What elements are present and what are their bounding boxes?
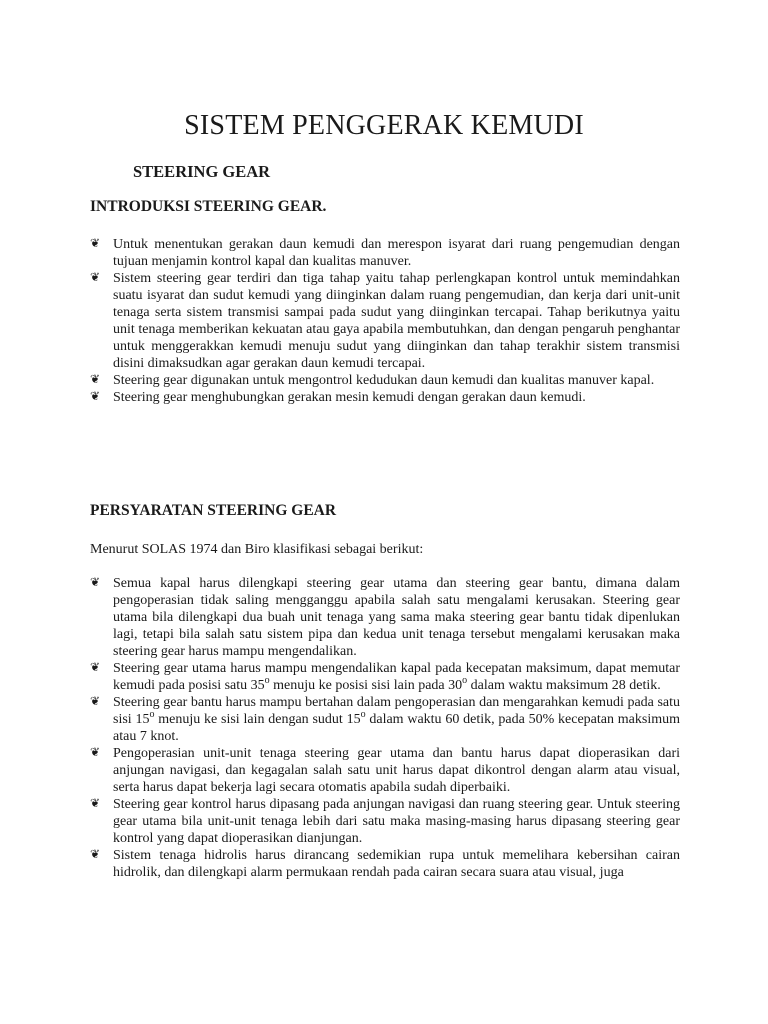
list-item-text	[113, 576, 680, 659]
bullet-icon: ❦	[90, 660, 101, 674]
list-item-text: Steering gear menghubungkan gerakan mesin kemudi dengan gerakan daun kemudi.	[113, 390, 586, 405]
bullet-icon: ❦	[90, 270, 101, 284]
list-item-text	[113, 848, 680, 880]
introduksi-bullet-list	[90, 236, 680, 406]
list-item	[90, 660, 680, 694]
list-item-text	[113, 746, 680, 795]
list-item-text	[113, 695, 680, 744]
bullet-icon: ❦	[90, 745, 101, 759]
list-item-text: Steering gear digunakan untuk mengontrol kedudukan daun kemudi dan kualitas manuver kapal.	[113, 373, 655, 388]
list-item	[90, 694, 680, 745]
list-item	[90, 236, 680, 270]
list-item-text	[113, 661, 680, 693]
list-item	[90, 745, 680, 796]
text-run: dalam waktu maksimum 28 detik.	[467, 678, 661, 693]
text-run: Pengoperasian unit-unit tenaga steering gear utama dan bantu harus dapat dioperasikan dari anjungan navigasi, dan kegagalan salah satu unit harus dapat dikontrol dengan alarm atau visual, serta harus dapat bekerja lagi secara otomatis apabila sudah diperbaiki.	[113, 746, 680, 795]
bullet-icon: ❦	[90, 796, 101, 810]
text-run: Sistem tenaga hidrolis harus dirancang sedemikian rupa untuk memelihara kebersihan cairan hidrolik, dan dilengkapi alarm permukaan rendah pada cairan secara suara atau visual, juga	[113, 848, 680, 880]
document-subtitle: STEERING GEAR	[133, 162, 271, 181]
text-run: menuju ke sisi lain dengan sudut 15	[154, 712, 361, 727]
bullet-icon: ❦	[90, 372, 101, 386]
list-item	[90, 847, 680, 881]
degree-mark: o	[360, 709, 366, 720]
bullet-icon: ❦	[90, 236, 101, 250]
bullet-icon: ❦	[90, 389, 101, 403]
list-item	[90, 796, 680, 847]
section-heading-persyaratan: PERSYARATAN STEERING GEAR	[90, 502, 337, 519]
text-run: menuju ke posisi sisi lain pada 30	[269, 678, 463, 693]
list-item-text: Sistem steering gear terdiri dan tiga tahap yaitu tahap perlengkapan kontrol untuk memindahkan suatu isyarat dan sudut kemudi yang diinginkan dalam ruang pengemudian, dan kerja dari unit-unit tenaga serta sistem transmisi sampai pada sudut yang diinginkan tercapai. Tahap berikutnya yaitu unit tenaga memberikan kekuatan atau gaya apabila membutuhkan, dan dengan pengaruh penghantar untuk menggerakkan kemudi menuju sudut yang diinginkan dan tahap terakhir sistem transmisi disini dimaksudkan agar gerakan daun kemudi tercapai.	[113, 271, 680, 371]
list-item	[90, 270, 680, 372]
persyaratan-bullet-list	[90, 575, 680, 881]
list-item	[90, 372, 680, 389]
bullet-icon: ❦	[90, 694, 101, 708]
bullet-icon: ❦	[90, 575, 101, 589]
bullet-icon: ❦	[90, 847, 101, 861]
list-item-text	[113, 797, 680, 846]
degree-mark: o	[264, 675, 270, 686]
section-heading-introduksi: INTRODUKSI STEERING GEAR.	[90, 198, 327, 215]
persyaratan-intro: Menurut SOLAS 1974 dan Biro klasifikasi sebagai berikut:	[90, 542, 424, 557]
list-item-text: Untuk menentukan gerakan daun kemudi dan merespon isyarat dari ruang pengemudian dengan tujuan menjamin kontrol kapal dan kualitas manuver.	[113, 237, 680, 269]
text-run: Steering gear bantu harus mampu bertahan dalam pengoperasian dan mengarahkan kemudi pada satu sisi 15	[113, 695, 680, 727]
list-item	[90, 575, 680, 660]
text-run: Steering gear kontrol harus dipasang pada anjungan navigasi dan ruang steering gear. Untuk steering gear utama bila unit-unit tenaga lebih dari satu maka masing-masing harus dipasang steering gear kontrol yang dapat dioperasikan dianjungan.	[113, 797, 680, 846]
degree-mark: o	[462, 675, 468, 686]
list-item	[90, 389, 680, 406]
text-run: Steering gear utama harus mampu mengendalikan kapal pada kecepatan maksimum, dapat memutar kemudi pada posisi satu 35	[113, 661, 680, 693]
text-run: Semua kapal harus dilengkapi steering gear utama dan steering gear bantu, dimana dalam pengoperasian tidak saling mengganggu apabila salah satu mengalami kerusakan. Steering gear utama bila dilengkapi dua buah unit tenaga yang sama maka steering gear bantu tidak dipenlukan lagi, tetapi bila salah satu sistem pipa dan kedua unit tenaga tersebut mengalami kerusakan maka steering gear harus mampu mengendalikan.	[113, 576, 680, 659]
text-run: dalam waktu 60 detik, pada 50% kecepatan maksimum atau 7 knot.	[113, 712, 680, 744]
degree-mark: o	[149, 709, 155, 720]
document-title: SISTEM PENGGERAK KEMUDI	[184, 110, 584, 141]
